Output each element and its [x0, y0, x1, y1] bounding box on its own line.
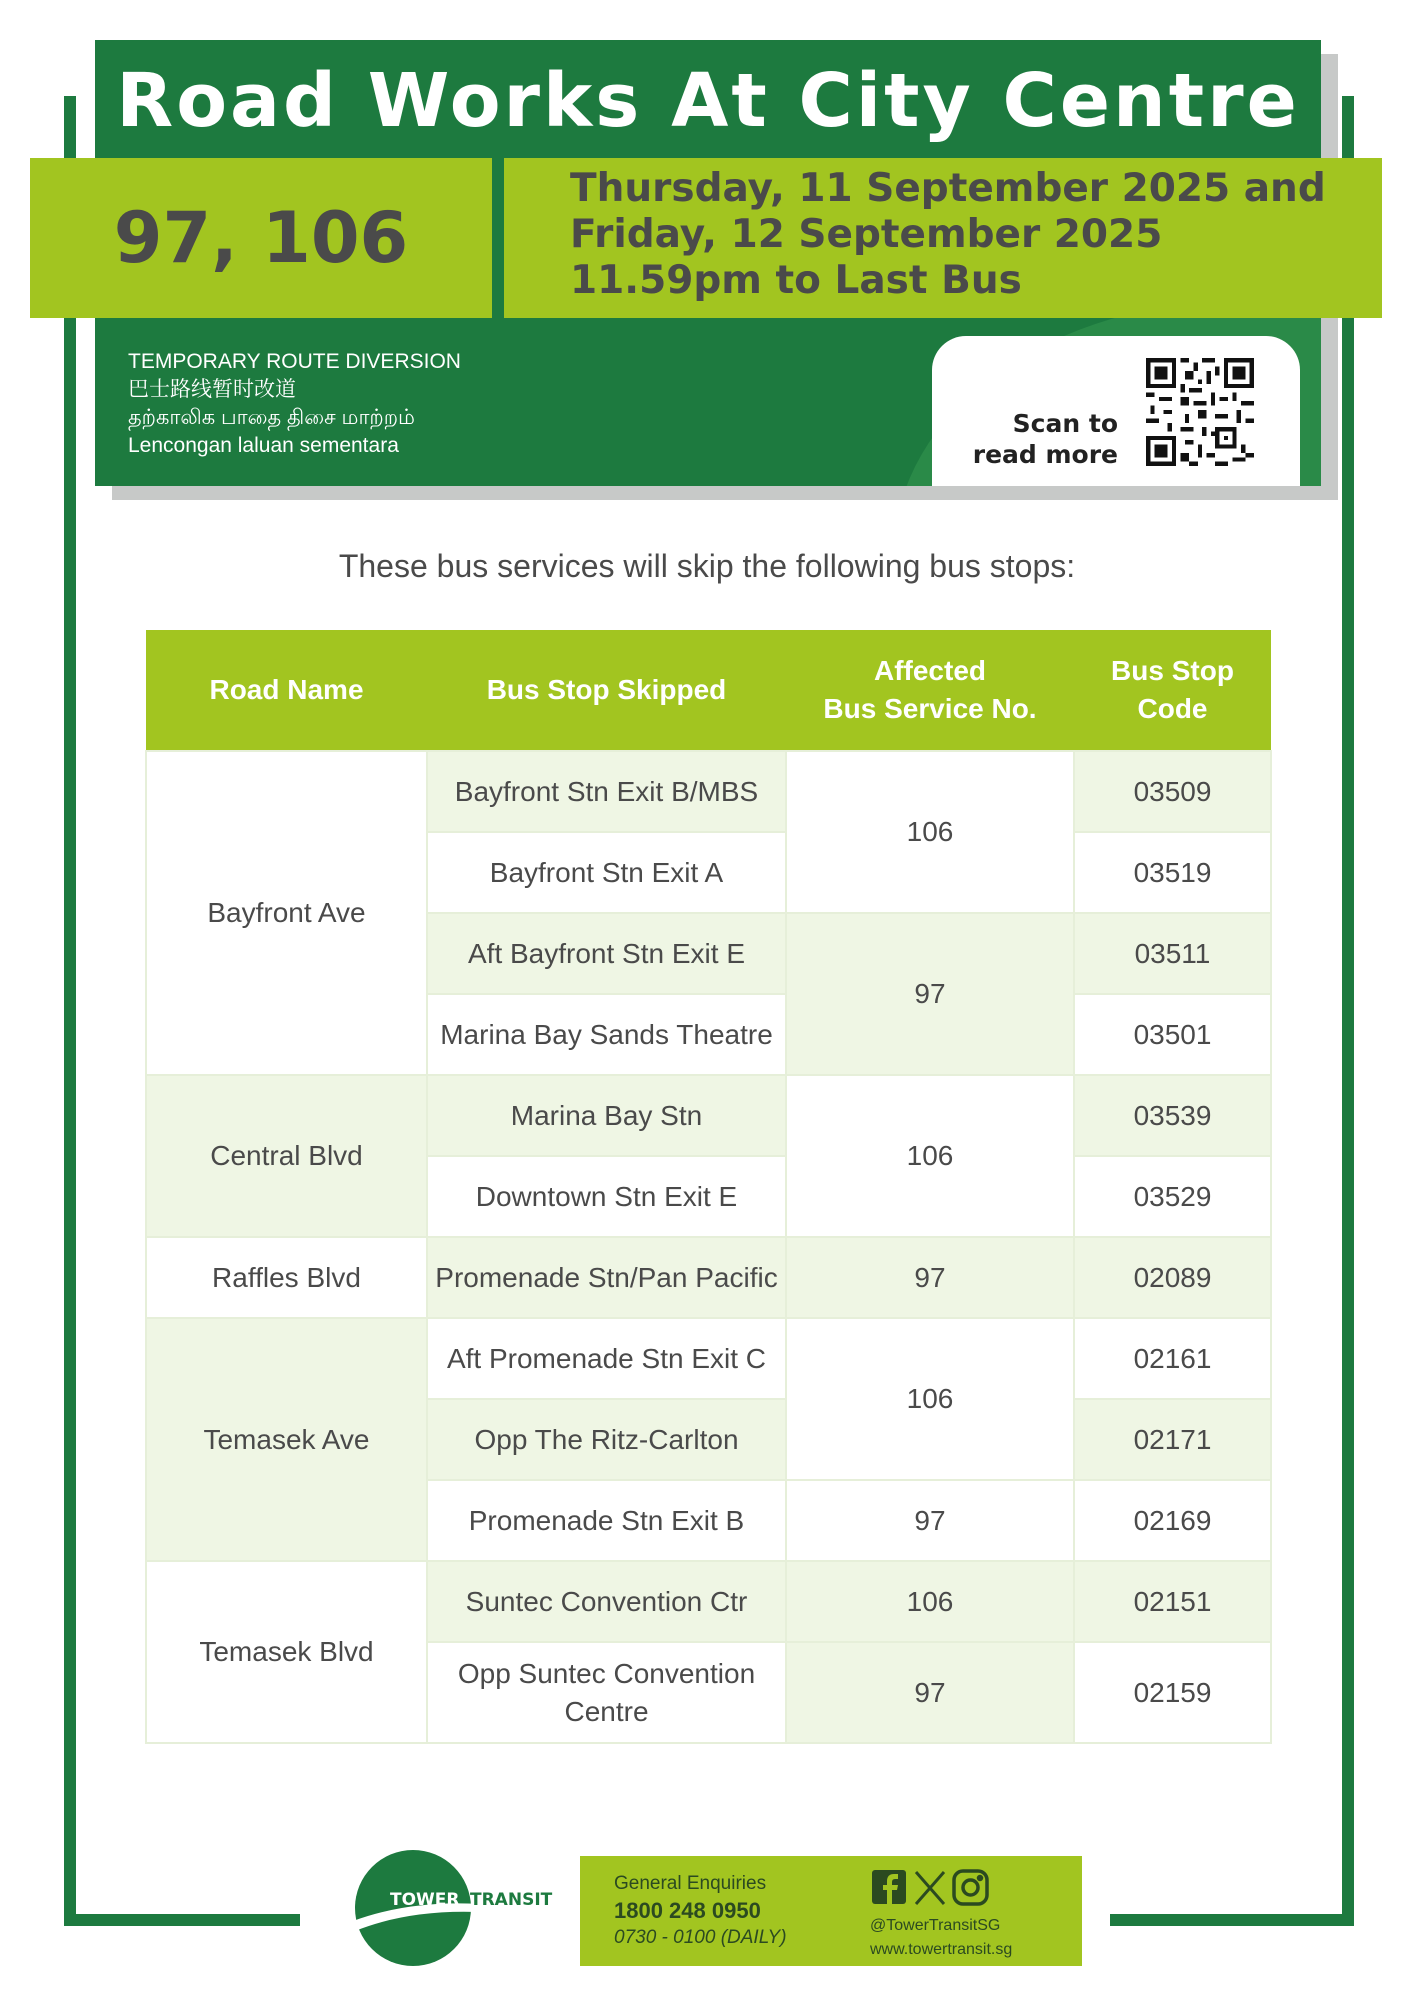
scan-line-1: Scan to [1012, 409, 1118, 438]
code-cell: 02169 [1074, 1480, 1271, 1561]
service-cell: 97 [786, 1237, 1074, 1318]
stop-cell: Downtown Stn Exit E [427, 1156, 786, 1237]
service-cell: 106 [786, 1075, 1074, 1237]
x-icon[interactable] [916, 1872, 944, 1904]
stop-cell: Bayfront Stn Exit A [427, 832, 786, 913]
page-title: Road Works At City Centre [116, 58, 1300, 144]
header-code-line-1: Bus Stop [1111, 655, 1234, 686]
service-cell: 97 [786, 1480, 1074, 1561]
info-band-divider [492, 158, 504, 318]
diversion-chinese: 巴士路线暂时改道 [128, 378, 296, 401]
stop-cell-line-2: Centre [564, 1695, 649, 1727]
enquiries-box [580, 1856, 1082, 1966]
stop-cell [427, 1642, 786, 1743]
date-range [570, 166, 1370, 304]
code-cell: 02089 [1074, 1237, 1271, 1318]
diversion-labels [128, 348, 461, 460]
facebook-icon[interactable] [872, 1870, 906, 1904]
code-cell: 03511 [1074, 913, 1271, 994]
code-cell: 02161 [1074, 1318, 1271, 1399]
table-header-row [146, 630, 1271, 751]
date-line-1: Thursday, 11 September 2025 and [570, 166, 1326, 211]
affected-routes: 97, 106 [113, 197, 409, 279]
enquiries-phone[interactable]: 1800 248 0950 [614, 1898, 761, 1923]
road-name-cell: Central Blvd [146, 1075, 427, 1237]
scan-line-2: read more [972, 440, 1118, 469]
stop-cell: Promenade Stn Exit B [427, 1480, 786, 1561]
service-cell: 106 [786, 751, 1074, 913]
code-cell: 03539 [1074, 1075, 1271, 1156]
qr-code-icon[interactable] [1146, 358, 1254, 466]
code-cell: 03519 [1074, 832, 1271, 913]
road-name-cell: Temasek Blvd [146, 1561, 427, 1743]
code-cell: 02171 [1074, 1399, 1271, 1480]
qr-card[interactable] [932, 336, 1300, 486]
table-row [146, 751, 1271, 832]
table-row [146, 1075, 1271, 1156]
enquiries-text [614, 1870, 787, 1951]
header-affected-line-2: Bus Service No. [823, 693, 1037, 724]
skipped-stops-table [145, 630, 1272, 1744]
road-name-cell: Temasek Ave [146, 1318, 427, 1561]
header-road-name: Road Name [146, 630, 427, 751]
table-row [146, 1561, 1271, 1642]
code-cell: 02159 [1074, 1642, 1271, 1743]
code-cell: 03501 [1074, 994, 1271, 1075]
service-cell: 97 [786, 913, 1074, 1075]
logo-word-tower: TOWER [390, 1890, 460, 1910]
service-cell: 97 [786, 1642, 1074, 1743]
stop-cell: Marina Bay Stn [427, 1075, 786, 1156]
header-affected-service [786, 630, 1074, 751]
intro-text: These bus services will skip the following bus stops: [338, 548, 1076, 584]
date-line-2: Friday, 12 September 2025 [570, 212, 1163, 257]
stop-cell: Opp The Ritz-Carlton [427, 1399, 786, 1480]
social-handle[interactable]: @TowerTransitSG [870, 1917, 1001, 1934]
table-row [146, 1318, 1271, 1399]
diversion-malay: Lencongan laluan sementara [128, 434, 399, 457]
stop-cell: Suntec Convention Ctr [427, 1561, 786, 1642]
scan-prompt [932, 408, 1118, 470]
instagram-icon[interactable] [954, 1871, 987, 1904]
tower-transit-logo [345, 1843, 555, 1978]
code-cell: 02151 [1074, 1561, 1271, 1642]
time-line: 11.59pm to Last Bus [570, 258, 1022, 303]
service-cell: 106 [786, 1318, 1074, 1480]
stop-cell: Bayfront Stn Exit B/MBS [427, 751, 786, 832]
logo-word-transit: TRANSIT [470, 1890, 553, 1910]
road-name-cell: Bayfront Ave [146, 751, 427, 1075]
header-bus-stop-code [1074, 630, 1271, 751]
stop-cell: Aft Bayfront Stn Exit E [427, 913, 786, 994]
code-cell: 03509 [1074, 751, 1271, 832]
diversion-tamil: தற்காலிக பாதை திசை மாற்றம் [128, 406, 415, 429]
service-cell: 106 [786, 1561, 1074, 1642]
stop-cell: Promenade Stn/Pan Pacific [427, 1237, 786, 1318]
website-link[interactable]: www.towertransit.sg [870, 1941, 1013, 1958]
stop-cell-line-1: Opp Suntec Convention [457, 1657, 756, 1689]
stop-cell: Aft Promenade Stn Exit C [427, 1318, 786, 1399]
diversion-english: TEMPORARY ROUTE DIVERSION [128, 350, 461, 373]
header-affected-line-1: Affected [873, 655, 986, 686]
social-text [870, 1914, 1012, 1962]
code-cell: 03529 [1074, 1156, 1271, 1237]
road-name-cell: Raffles Blvd [146, 1237, 427, 1318]
stop-cell: Marina Bay Sands Theatre [427, 994, 786, 1075]
social-icons [870, 1868, 990, 1913]
table-row [146, 1237, 1271, 1318]
header-bus-stop-skipped: Bus Stop Skipped [427, 630, 786, 751]
header-code-line-2: Code [1137, 693, 1208, 724]
enquiries-label: General Enquiries [614, 1873, 767, 1894]
enquiries-hours: 0730 - 0100 (DAILY) [614, 1927, 787, 1948]
